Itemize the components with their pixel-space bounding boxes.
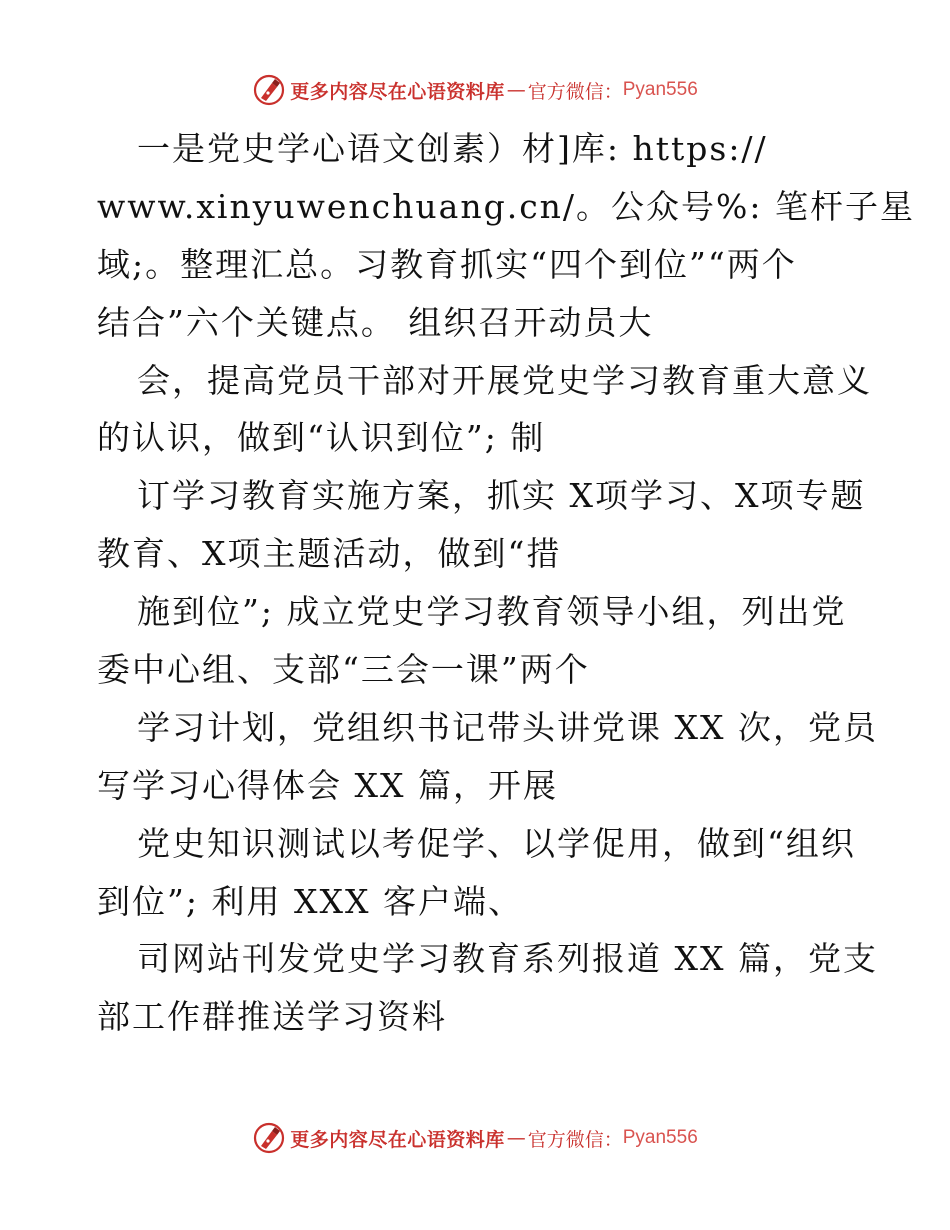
body-text-line: 到位”; 利用 XXX 客户端、 xyxy=(97,881,523,921)
body-text-line: 党史知识测试以考促学、以学促用，做到“组织 xyxy=(137,823,856,863)
banner-site-name: 更多内容尽在心语资料库 xyxy=(290,1128,505,1151)
body-text-line: 司网站刊发党史学习教育系列报道 XX 篇，党支 xyxy=(137,939,878,979)
body-text-line: 会，提高党员干部对开展党史学习教育重大意义 xyxy=(137,360,872,400)
banner-dash: — xyxy=(506,79,526,101)
body-text-line: 域;。整理汇总。习教育抓实“四个到位”“两个 xyxy=(97,244,797,284)
banner-dash: — xyxy=(506,1127,526,1149)
banner-wechat-id: Pyan556 xyxy=(622,1127,698,1148)
banner-site-name: 更多内容尽在心语资料库 xyxy=(290,80,505,103)
banner-wechat-label: 官方微信： xyxy=(527,1128,623,1151)
body-text-line: 的认识，做到“认识到位”; 制 xyxy=(97,418,546,458)
body-text-line: 学习计划，党组织书记带头讲党课 XX 次，党员 xyxy=(137,707,878,747)
body-text-line: 一是党史学心语文创素）材]库: https:// xyxy=(137,129,768,168)
body-text-line: 订学习教育实施方案，抓实 X项学习、X项专题 xyxy=(137,476,866,516)
pen-nib-logo-icon xyxy=(252,73,286,107)
body-text-line: 教育、X项主题活动，做到“措 xyxy=(97,534,562,574)
body-text-line: 委中心组、支部“三会一课”两个 xyxy=(97,650,590,690)
pen-nib-logo-icon xyxy=(252,1121,286,1155)
document-body xyxy=(97,120,916,1046)
banner-wechat-label: 官方微信： xyxy=(527,80,623,103)
body-text-line: www.xinyuwenchuang.cn/。公众号%: 笔杆子星 xyxy=(97,186,916,226)
body-text-line: 结合”六个关键点。 组织召开动员大 xyxy=(97,302,654,342)
banner-wechat-id: Pyan556 xyxy=(622,79,698,100)
header-watermark-banner xyxy=(0,70,950,110)
body-text-line: 部工作群推送学习资料 xyxy=(97,997,447,1037)
body-text-line: 施到位”; 成立党史学习教育领导小组，列出党 xyxy=(137,592,847,632)
body-text-line: 写学习心得体会 XX 篇，开展 xyxy=(97,765,558,805)
footer-watermark-banner xyxy=(0,1118,950,1158)
